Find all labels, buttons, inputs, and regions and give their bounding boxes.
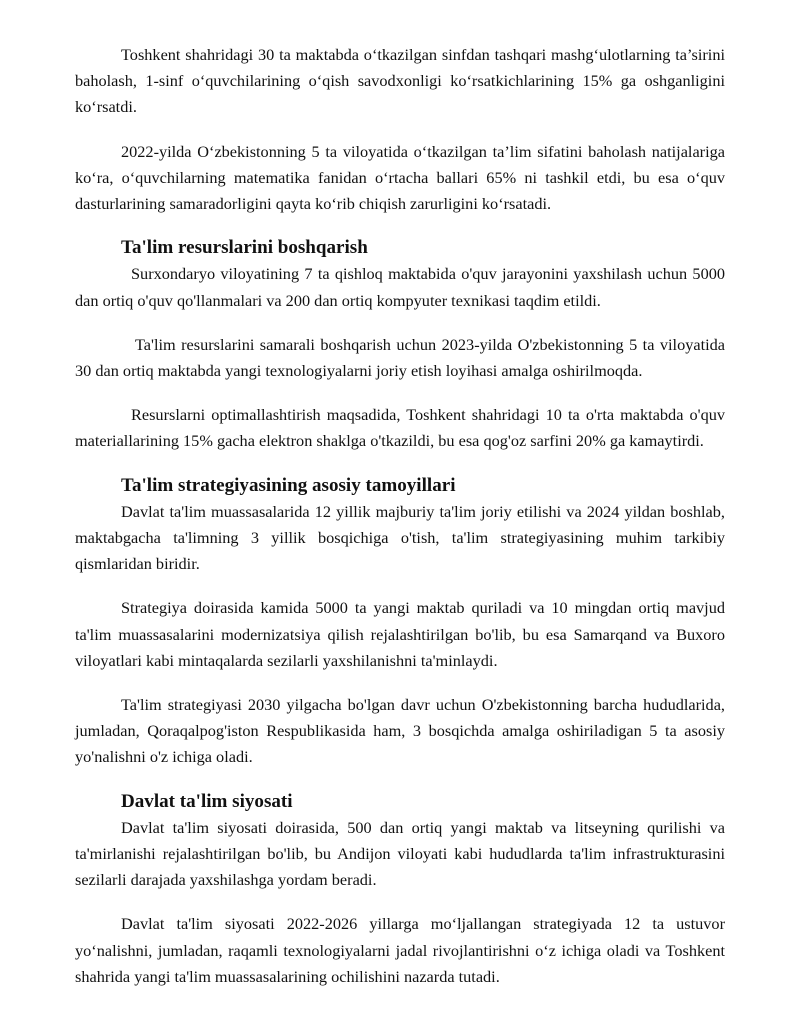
section-policy-paragraph-1: Davlat ta'lim siyosati doirasida, 500 dan ortiq yangi maktab va litseyning qurilishi va ta'mirlanishi rejalashtirilgan bo'lib, bu Andijon viloyati kabi hududlarda ta'lim infrastrukturasini sezilarli darajada yaxshilashga yordam beradi. — [75, 817, 725, 890]
section-strategy-paragraph-3: Ta'lim strategiyasi 2030 yilgacha bo'lgan davr uchun O'zbekistonning barcha hududlarida, jumladan, Qoraqalpog'iston Respublikasida ham, 3 bosqichda amalga oshiriladigan 5 ta asosiy yo'nalishni o'z ichiga oladi. — [75, 695, 725, 767]
section-resources — [75, 235, 725, 454]
section-resources-paragraph-2: Ta'lim resurslarini samarali boshqarish uchun 2023-yilda O'zbekistonning 5 ta viloyatida 30 dan ortiq maktabda yangi texnologiyalarni joriy etish loyihasi amalga oshirilmoqda. — [75, 334, 725, 381]
section-strategy — [75, 473, 725, 771]
section-resources-paragraph-3: Resurslarni optimallashtirish maqsadida, Toshkent shahridagi 10 ta o'rta maktabda o'quv materiallarining 15% gacha elektron shaklga o'tkazildi, bu esa qog'oz sarfini 20% ga kamaytirdi. — [75, 405, 725, 451]
section-strategy-paragraph-1: Davlat ta'lim muassasalarida 12 yillik majburiy ta'lim joriy etilishi va 2024 yildan boshlab, maktabgacha ta'limning 3 yillik bosqichiga o'tish, ta'lim strategiyasining muhim tarkibiy qismlaridan biridir. — [75, 501, 725, 574]
section-policy — [75, 789, 725, 990]
section-heading-policy: Davlat ta'lim siyosati — [121, 790, 293, 812]
section-heading-strategy: Ta'lim strategiyasining asosiy tamoyillari — [121, 474, 456, 496]
section-policy-paragraph-2: Davlat ta'lim siyosati 2022-2026 yillarga mo‘ljallangan strategiyada 12 ta ustuvor yo‘nalishni, jumladan, raqamli texnologiyalarni jadal rivojlantirishni o‘z ichiga oladi va Toshkent shahrida yangi ta'lim muassasalarining ochilishini nazarda tutadi. — [75, 914, 725, 986]
section-heading-resources: Ta'lim resurslarini boshqarish — [121, 237, 368, 259]
document-page — [75, 42, 725, 990]
intro-paragraph-2: 2022-yilda O‘zbekistonning 5 ta viloyatida o‘tkazilgan ta’lim sifatini baholash natijalariga ko‘ra, o‘quvchilarning matematika fanidan o‘rtacha ballari 65% ni tashkil etdi, bu esa o‘quv dasturlarining samaradorligini qayta ko‘rib chiqish zarurligini ko‘rsatadi. — [75, 141, 725, 214]
section-resources-paragraph-1: Surxondaryo viloyatining 7 ta qishloq maktabida o'quv jarayonini yaxshilash uchun 5000 dan ortiq o'quv qo'llanmalari va 200 dan ortiq kompyuter texnikasi taqdim etildi. — [75, 264, 725, 310]
intro-paragraph-1: Toshkent shahridagi 30 ta maktabda o‘tkazilgan sinfdan tashqari mashg‘ulotlarning ta’sirini baholash, 1-sinf o‘quvchilarining o‘qish savodxonligi ko‘rsatkichlarining 15% ga oshganligini ko‘rsatdi. — [75, 45, 725, 117]
section-strategy-paragraph-2: Strategiya doirasida kamida 5000 ta yangi maktab quriladi va 10 mingdan ortiq mavjud ta'lim muassasalarini modernizatsiya qilish rejalashtirilgan bo'lib, bu esa Samarqand va Buxoro viloyatlari kabi mintaqalarda sezilarli yaxshilanishni ta'minlaydi. — [75, 598, 725, 670]
